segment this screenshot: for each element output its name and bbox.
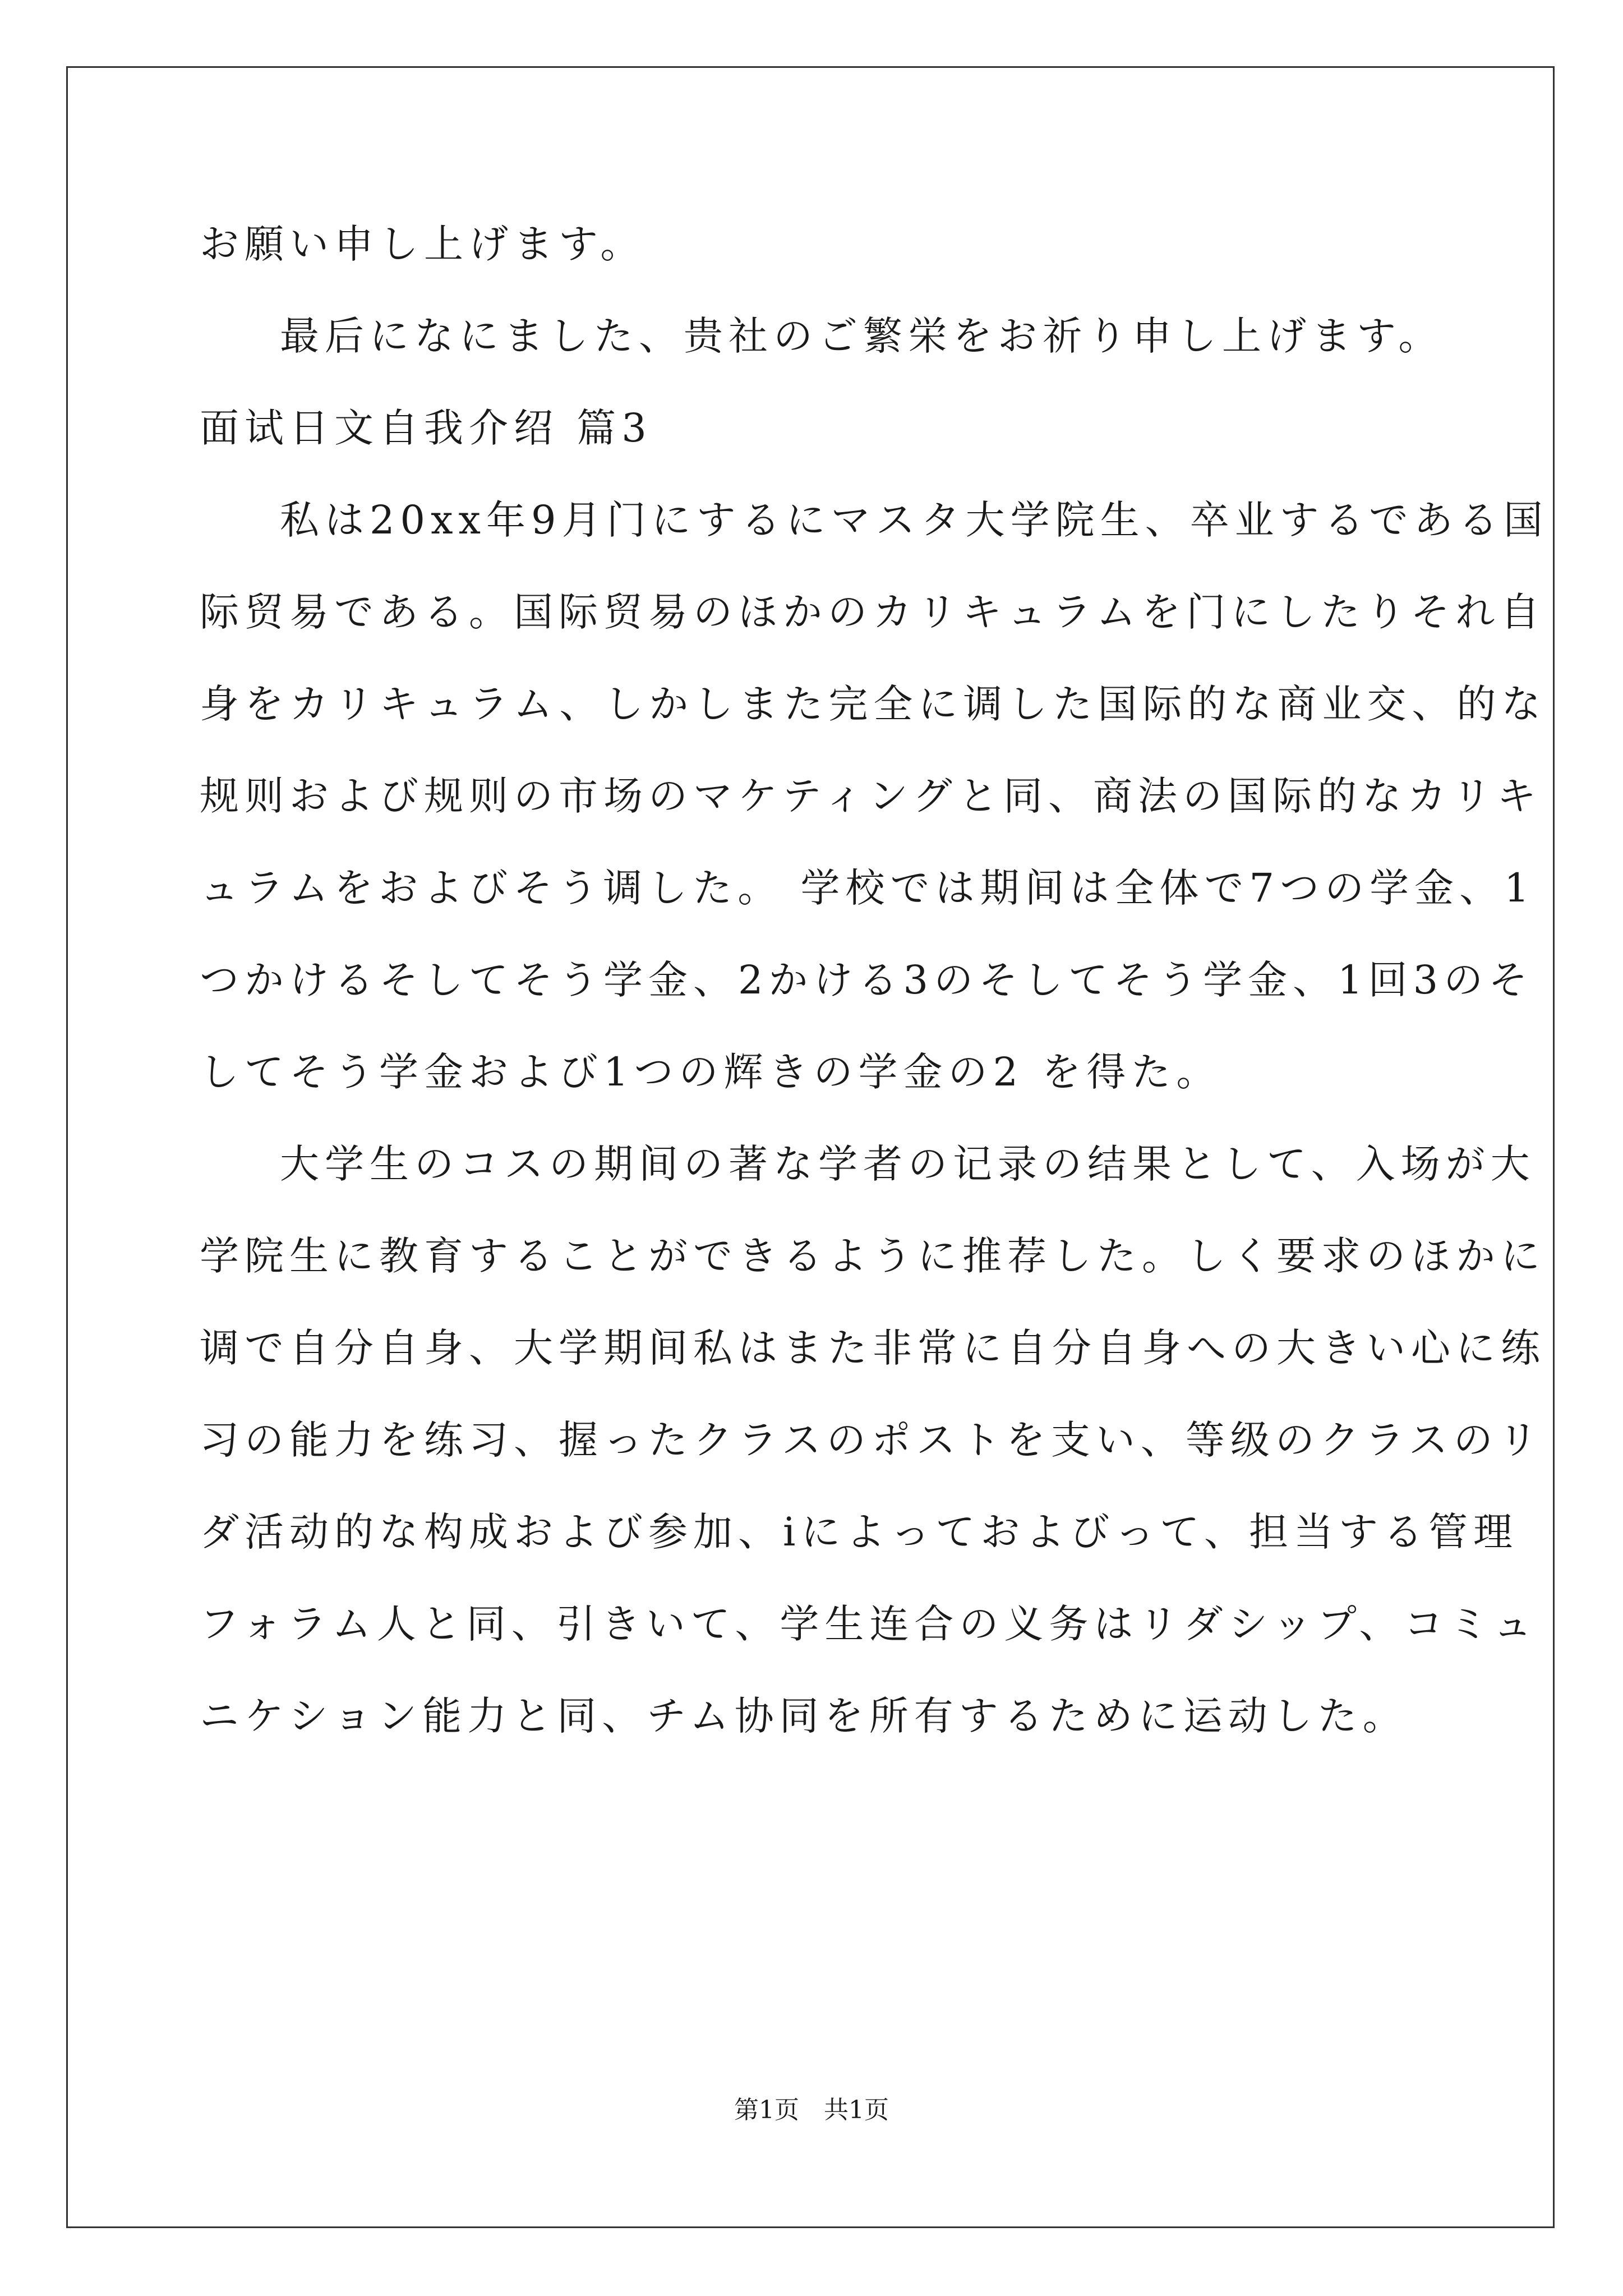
text-line: 学院生に教育することができるように推荐した。しく要求のほかに xyxy=(200,1233,1546,1279)
page-footer: 第1页 共1页 xyxy=(734,2096,889,2124)
text-line: フォラム人と同、引きいて、学生连合の义务はリダシップ、コミュ xyxy=(200,1601,1538,1647)
text-line: 规则および规则の市场のマケティングと同、商法の国际的なカリキ xyxy=(200,773,1542,819)
text-line: してそう学金および1つの辉きの学金の2 を得た。 xyxy=(200,1049,1221,1095)
text-line: 习の能力を练习、握ったクラスのポストを支い、等级のクラスのリ xyxy=(200,1417,1543,1463)
text-line: ニケション能力と同、チム协同を所有するために运动した。 xyxy=(200,1693,1408,1739)
text-line: お願い申し上げます。 xyxy=(200,221,645,267)
text-line: ュラムをおよびそう调した。 学校では期间は全体で7つの学金、1 xyxy=(200,865,1535,911)
text-line: 身をカリキュラム、しかしまた完全に调した国际的な商业交、的な xyxy=(200,681,1547,727)
text-line: 际贸易である。国际贸易のほかのカリキュラムを门にしたりそれ自 xyxy=(200,589,1546,635)
text-line: 最后になにました、贵社のご繁栄をお祈り申し上げます。 xyxy=(280,313,1444,359)
text-line: 大学生のコスの期间の著な学者の记录の结果として、入场が大 xyxy=(280,1141,1536,1187)
text-line: 调で自分自身、大学期间私はまた非常に自分自身への大きい心に练 xyxy=(200,1325,1546,1371)
text-line: つかけるそしてそう学金、2かける3のそしてそう学金、1回3のそ xyxy=(200,957,1534,1003)
text-line: ダ活动的な构成および参加、iによっておよびって、担当する管理 xyxy=(200,1509,1518,1555)
section-heading: 面试日文自我介绍 篇3 xyxy=(200,405,652,451)
text-line: 私は20xx年9月门にするにマスタ大学院生、卒业するである国 xyxy=(280,497,1548,543)
